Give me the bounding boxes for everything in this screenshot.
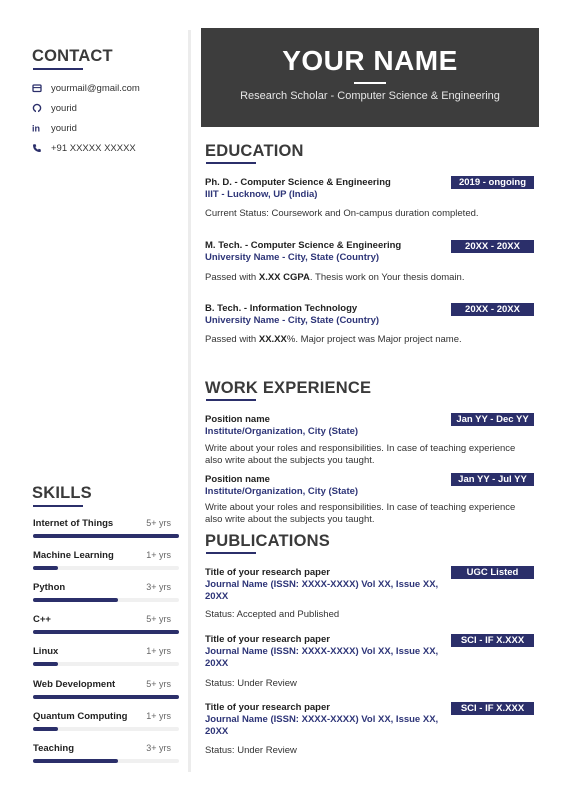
work-date-badge: Jan YY - Jul YY — [451, 473, 534, 486]
left-column — [0, 0, 188, 800]
skill-bar-fill — [33, 727, 58, 731]
column-divider — [188, 30, 191, 772]
skill-bar-fill — [33, 695, 179, 699]
education-heading: EDUCATION — [205, 142, 304, 160]
work-position: Position name — [205, 414, 270, 425]
publication-journal: Journal Name (ISSN: XXXX-XXXX) Vol XX, Issue XX, 20XX — [205, 714, 439, 737]
skill-name: Quantum Computing — [33, 710, 128, 722]
skills-heading-underline — [33, 505, 83, 507]
education-degree: Ph. D. - Computer Science & Engineering — [205, 177, 391, 188]
svg-text:in: in — [32, 123, 40, 133]
description-text: Current Status: Coursework and On-campus duration completed. — [205, 208, 479, 219]
contact-item-github[interactable] — [32, 101, 77, 115]
education-degree: B. Tech. - Information Technology — [205, 303, 358, 314]
linkedin-text: yourid — [51, 122, 77, 134]
publication-journal: Journal Name (ISSN: XXXX-XXXX) Vol XX, Issue XX, 20XX — [205, 646, 439, 669]
publication-title: Title of your research paper — [205, 634, 330, 645]
publication-status: Status: Under Review — [205, 678, 297, 689]
skill-years: 1+ yrs — [146, 711, 171, 721]
work-description: Write about your roles and responsibilities. In case of teaching experience also write about the subjects you taught. — [205, 443, 516, 466]
skill-years: 1+ yrs — [146, 646, 171, 656]
skill-years: 5+ yrs — [146, 518, 171, 528]
work-heading: WORK EXPERIENCE — [205, 379, 372, 397]
skill-years: 1+ yrs — [146, 550, 171, 560]
publications-heading-underline — [206, 552, 256, 554]
skill-name: Internet of Things — [33, 517, 114, 529]
skill-bar-track — [33, 566, 179, 570]
publication-title: Title of your research paper — [205, 702, 330, 713]
work-institute: Institute/Organization, City (State) — [205, 486, 359, 497]
description-text: Passed with — [205, 272, 259, 283]
education-description — [205, 334, 530, 346]
skill-bar-fill — [33, 759, 118, 763]
education-heading-underline — [206, 162, 256, 164]
skill-item — [33, 742, 179, 763]
skill-years: 3+ yrs — [146, 743, 171, 753]
github-text: yourid — [51, 102, 77, 114]
skill-bar-track — [33, 630, 179, 634]
skill-item — [33, 517, 179, 538]
work-description: Write about your roles and responsibilities. In case of teaching experience also write about the subjects you taught. — [205, 502, 516, 525]
email-text: yourmail@gmail.com — [51, 82, 140, 94]
skill-years: 5+ yrs — [146, 614, 171, 624]
work-position: Position name — [205, 474, 270, 485]
skill-item — [33, 710, 179, 731]
name-underline — [354, 82, 386, 84]
skill-name: C++ — [33, 613, 51, 625]
skill-bar-fill — [33, 534, 179, 538]
work-heading-underline — [206, 399, 256, 401]
phone-text: +91 XXXXX XXXXX — [51, 142, 136, 154]
work-institute: Institute/Organization, City (State) — [205, 426, 359, 437]
skill-name: Machine Learning — [33, 549, 114, 561]
description-text: %. Major project was Major project name. — [286, 334, 462, 345]
contact-item-email[interactable] — [32, 81, 140, 95]
linkedin-icon — [32, 123, 42, 133]
work-date-badge: Jan YY - Dec YY — [451, 413, 534, 426]
skill-name: Linux — [33, 645, 59, 657]
skill-bar-fill — [33, 662, 58, 666]
skill-item — [33, 678, 179, 699]
skill-item — [33, 613, 179, 634]
publications-heading: PUBLICATIONS — [205, 532, 330, 550]
skill-bar-track — [33, 695, 179, 699]
education-institute: IIIT - Lucknow, UP (India) — [205, 189, 318, 200]
education-degree: M. Tech. - Computer Science & Engineering — [205, 240, 402, 251]
name-header — [201, 28, 539, 127]
person-name: YOUR NAME — [282, 45, 458, 76]
skill-bar-fill — [33, 630, 179, 634]
skill-name: Teaching — [33, 742, 74, 754]
skill-bar-fill — [33, 598, 118, 602]
education-date-badge: 20XX - 20XX — [451, 240, 534, 253]
publication-badge: SCI - IF X.XXX — [451, 634, 534, 647]
skill-item — [33, 549, 179, 570]
education-institute: University Name - City, State (Country) — [205, 315, 380, 326]
skill-bar-track — [33, 534, 179, 538]
skill-bar-track — [33, 727, 179, 731]
publication-journal: Journal Name (ISSN: XXXX-XXXX) Vol XX, Issue XX, 20XX — [205, 579, 439, 602]
contact-heading: CONTACT — [32, 47, 113, 65]
person-role: Research Scholar - Computer Science & Engineering — [240, 90, 500, 102]
contact-item-phone[interactable] — [32, 141, 136, 155]
skill-name: Python — [33, 581, 66, 593]
skill-years: 5+ yrs — [146, 679, 171, 689]
publication-status: Status: Accepted and Published — [205, 609, 340, 620]
publication-title: Title of your research paper — [205, 567, 330, 578]
github-icon — [32, 103, 42, 113]
publication-badge: SCI - IF X.XXX — [451, 702, 534, 715]
description-highlight: XX.XX — [258, 334, 287, 345]
skill-name: Web Development — [33, 678, 116, 690]
skill-bar-track — [33, 598, 179, 602]
skill-bar-fill — [33, 566, 58, 570]
description-text: Passed with — [205, 334, 259, 345]
description-text: . Thesis work on Your thesis domain. — [309, 272, 465, 283]
education-description — [205, 272, 530, 284]
education-institute: University Name - City, State (Country) — [205, 252, 380, 263]
skill-years: 3+ yrs — [146, 582, 171, 592]
education-date-badge: 2019 - ongoing — [451, 176, 534, 189]
skill-item — [33, 645, 179, 666]
phone-icon — [32, 143, 42, 153]
contact-heading-underline — [33, 68, 83, 70]
skill-bar-track — [33, 759, 179, 763]
publication-status: Status: Under Review — [205, 745, 297, 756]
email-icon — [32, 83, 42, 93]
education-date-badge: 20XX - 20XX — [451, 303, 534, 316]
education-description — [205, 208, 530, 220]
description-highlight: X.XX CGPA — [258, 272, 310, 283]
skill-item — [33, 581, 179, 602]
skill-bar-track — [33, 662, 179, 666]
publication-badge: UGC Listed — [451, 566, 534, 579]
skills-heading: SKILLS — [32, 484, 92, 502]
contact-item-linkedin[interactable] — [32, 121, 77, 135]
